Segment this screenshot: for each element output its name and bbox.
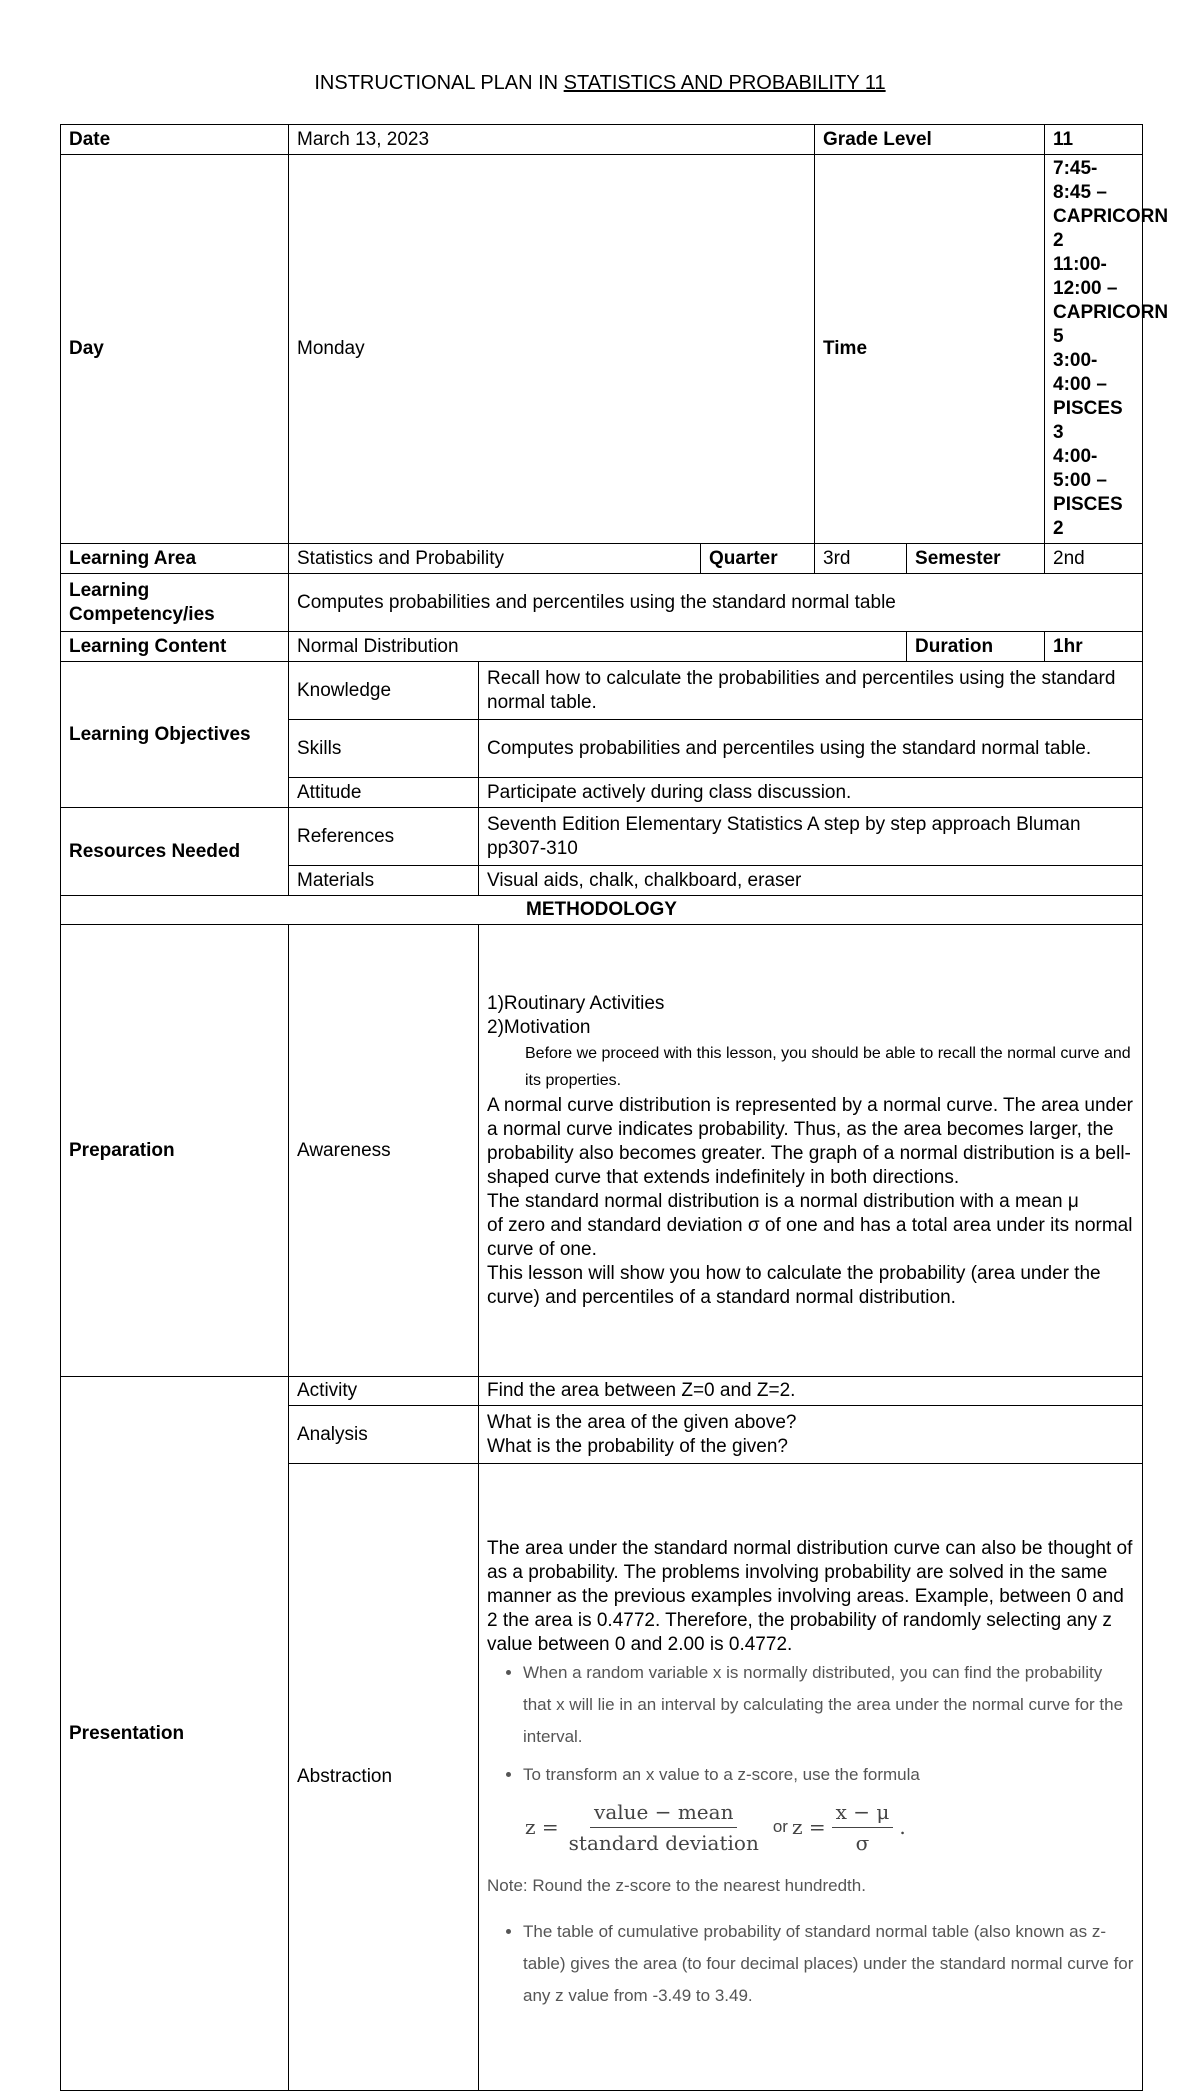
- bullet-interval: • When a random variable x is normally distributed, you can find the probability that x will lie in an interval by calculating the area under the normal curve for the interval.: [523, 1657, 1134, 1753]
- duration-value: 1hr: [1045, 632, 1143, 662]
- activity-value: Find the area between Z=0 and Z=2.: [479, 1377, 1143, 1406]
- formula-period: .: [899, 1815, 906, 1839]
- formula-fraction-symbols: [832, 1797, 894, 1858]
- formula-numerator: value − mean: [590, 1797, 737, 1828]
- rounding-note: Note: Round the z-score to the nearest hundredth.: [487, 1875, 866, 1895]
- formula-denominator: standard deviation: [568, 1830, 759, 1855]
- references-value: Seventh Edition Elementary Statistics A step by step approach Bluman pp307-310: [479, 808, 1143, 866]
- content-value: Normal Distribution: [289, 632, 907, 662]
- quarter-label: Quarter: [701, 544, 815, 574]
- time-line: 7:45-8:45 – CAPRICORN 2: [1053, 158, 1169, 251]
- day-label: Day: [61, 155, 289, 544]
- materials-label: Materials: [289, 866, 479, 896]
- bullet-transform: • To transform an x value to a z-score, use the formula: [523, 1759, 1134, 1791]
- formula-or: or: [772, 1817, 788, 1836]
- plan-table: [60, 124, 1169, 2091]
- skills-label: Skills: [289, 720, 479, 778]
- row-content: [61, 632, 1143, 662]
- grade-label: Grade Level: [815, 125, 1045, 155]
- formula-z2: z =: [791, 1815, 826, 1839]
- grade-value: 11: [1045, 125, 1143, 155]
- row-competency: [61, 574, 1143, 632]
- formula-denominator-symbol: σ: [855, 1830, 870, 1855]
- attitude-value: Participate actively during class discussion.: [479, 778, 1143, 808]
- semester-value: 2nd: [1045, 544, 1143, 574]
- date-label: Date: [61, 125, 289, 155]
- analysis-value: [479, 1406, 1143, 1464]
- analysis-question: What is the probability of the given?: [487, 1435, 789, 1457]
- awareness-content: [479, 925, 1143, 1377]
- formula-fraction-words: [565, 1797, 763, 1858]
- z-score-formula: [487, 1797, 1134, 1858]
- time-line: 11:00-12:00 – CAPRICORN 5: [1053, 254, 1169, 347]
- standard-normal-paragraph-a: The standard normal distribution is a normal distribution with a mean μ: [487, 1190, 1079, 1212]
- area-label: Learning Area: [61, 544, 289, 574]
- attitude-label: Attitude: [289, 778, 479, 808]
- title-prefix: INSTRUCTIONAL PLAN IN: [314, 72, 564, 94]
- row-knowledge: [61, 662, 1143, 720]
- row-methodology: [61, 896, 1143, 925]
- motivation-text: Before we proceed with this lesson, you should be able to recall the normal curve and its properties.: [525, 1044, 1131, 1089]
- knowledge-value: Recall how to calculate the probabilities and percentiles using the standard normal table.: [479, 662, 1143, 720]
- presentation-label: Presentation: [61, 1377, 289, 2091]
- motivation-heading: 2)Motivation: [487, 1016, 591, 1038]
- references-label: References: [289, 808, 479, 866]
- awareness-label: Awareness: [289, 925, 479, 1377]
- formula-numerator-symbol: x − μ: [832, 1797, 894, 1828]
- resources-label: Resources Needed: [61, 808, 289, 896]
- page-title: [0, 72, 1200, 95]
- semester-label: Semester: [907, 544, 1045, 574]
- activity-label: Activity: [289, 1377, 479, 1406]
- abstraction-text: The area under the standard normal distribution curve can also be thought of as a probability. The problems involving probability are solved in the same manner as the previous examples involving areas. Example, between 0 and 2 the area is 0.4772. Therefore, the probability of randomly selecting any z value between 0 and 2.00 is 0.4772.: [487, 1537, 1133, 1655]
- methodology-heading: METHODOLOGY: [61, 896, 1143, 925]
- lesson-purpose-paragraph: This lesson will show you how to calculate the probability (area under the curve) and percentiles of a standard normal distribution.: [487, 1262, 1101, 1308]
- abstraction-label: Abstraction: [289, 1464, 479, 2091]
- z-score-notes: [487, 1657, 1134, 2012]
- quarter-value: 3rd: [815, 544, 907, 574]
- time-schedule: [1045, 155, 1169, 544]
- abstraction-content: [479, 1464, 1143, 2091]
- materials-value: Visual aids, chalk, chalkboard, eraser: [479, 866, 1143, 896]
- title-subject: STATISTICS AND PROBABILITY 11: [563, 72, 886, 94]
- time-line: 3:00-4:00 – PISCES 3: [1053, 350, 1123, 443]
- competency-label: Learning Competency/ies: [61, 574, 289, 632]
- row-date: [61, 125, 1143, 155]
- day-value: Monday: [289, 155, 815, 544]
- bullet-z-table: • The table of cumulative probability of standard normal table (also known as z-table) gives the area (to four decimal places) under the standard normal curve for any z value from -3.49 to 3.49.: [523, 1916, 1134, 2012]
- knowledge-label: Knowledge: [289, 662, 479, 720]
- preparation-label: Preparation: [61, 925, 289, 1377]
- date-value: March 13, 2023: [289, 125, 815, 155]
- analysis-question: What is the area of the given above?: [487, 1411, 797, 1433]
- formula-z: z =: [525, 1815, 559, 1839]
- duration-label: Duration: [907, 632, 1045, 662]
- skills-value: Computes probabilities and percentiles using the standard normal table.: [479, 720, 1143, 778]
- analysis-label: Analysis: [289, 1406, 479, 1464]
- row-preparation: [61, 925, 1143, 1377]
- competency-value: Computes probabilities and percentiles using the standard normal table: [289, 574, 1143, 632]
- area-value: Statistics and Probability: [289, 544, 701, 574]
- objectives-label: Learning Objectives: [61, 662, 289, 808]
- row-day: [61, 155, 1143, 544]
- row-area: [61, 544, 1143, 574]
- row-activity: [61, 1377, 1143, 1406]
- time-label: Time: [815, 155, 1045, 544]
- normal-curve-paragraph: A normal curve distribution is represented by a normal curve. The area under a normal curve indicates probability. Thus, as the area becomes larger, the probability also becomes greater. The graph of a normal distribution is a bell-shaped curve that extends indefinitely in both directions.: [487, 1094, 1133, 1188]
- standard-normal-paragraph-b: of zero and standard deviation σ of one and has a total area under its normal curve of one.: [487, 1214, 1133, 1260]
- content-label: Learning Content: [61, 632, 289, 662]
- row-references: [61, 808, 1143, 866]
- routinary-activities: 1)Routinary Activities: [487, 992, 665, 1014]
- time-line: 4:00-5:00 – PISCES 2: [1053, 446, 1123, 539]
